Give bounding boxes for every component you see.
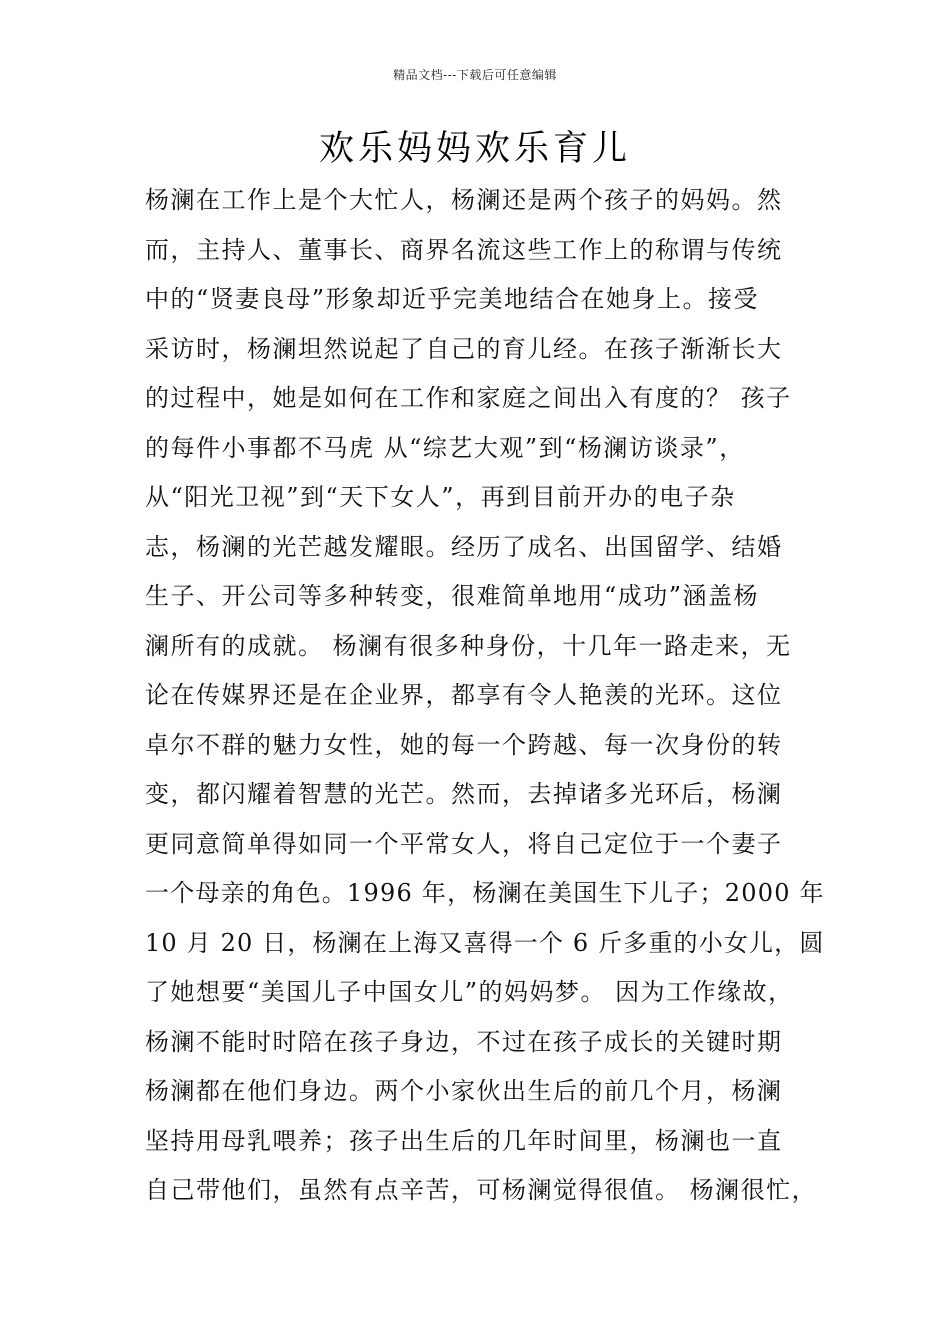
body-line: 10 月 20 日，杨澜在上海又喜得一个 6 斤多重的小女儿，圆 [145, 928, 825, 957]
document-title: 欢乐妈妈欢乐育儿 [318, 129, 631, 169]
body-line: 论在传媒界还是在企业界，都享有令人艳羡的光环。这位 [145, 681, 783, 709]
body-line: 志，杨澜的光芒越发耀眼。经历了成名、出国留学、结婚 [145, 532, 783, 561]
body-line: 而，主持人、董事长、商界名流这些工作上的称谓与传统 [145, 235, 783, 264]
body-line: 从“阳光卫视”到“天下女人”，再到目前开办的电子杂 [145, 483, 736, 511]
body-line: 自己带他们，虽然有点辛苦，可杨澜觉得很值。 杨澜很忙， [145, 1176, 818, 1204]
body-line: 澜所有的成就。 杨澜有很多种身份，十几年一路走来，无 [145, 631, 792, 660]
body-line: 的每件小事都不马虎 从“综艺大观”到“杨澜访谈录”， [145, 433, 745, 462]
document-body [145, 176, 825, 1216]
body-line: 了她想要“美国儿子中国女儿”的妈妈梦。 因为工作缘故， [145, 978, 794, 1006]
body-line: 的过程中，她是如何在工作和家庭之间出入有度的？ 孩子 [145, 384, 792, 412]
body-line: 变，都闪耀着智慧的光芒。然而，去掉诸多光环后，杨澜 [145, 780, 783, 808]
body-line: 杨澜在工作上是个大忙人，杨澜还是两个孩子的妈妈。然 [145, 186, 783, 214]
body-line: 杨澜都在他们身边。两个小家伙出生后的前几个月，杨澜 [145, 1077, 783, 1105]
body-line: 中的“贤妻良母”形象却近乎完美地结合在她身上。接受 [145, 285, 760, 313]
body-line: 杨澜不能时时陪在孩子身边，不过在孩子成长的关键时期 [145, 1027, 783, 1056]
body-line: 坚持用母乳喂养；孩子出生后的几年时间里，杨澜也一直 [145, 1126, 783, 1155]
body-line: 一个母亲的角色。1996 年，杨澜在美国生下儿子；2000 年 [145, 879, 825, 907]
body-line: 卓尔不群的魅力女性，她的每一个跨越、每一次身份的转 [145, 730, 783, 759]
body-line: 生子、开公司等多种转变，很难简单地用“成功”涵盖杨 [145, 582, 760, 610]
body-line: 采访时，杨澜坦然说起了自己的育儿经。在孩子渐渐长大 [145, 334, 783, 363]
header-note: 精品文档---下载后可任意编辑 [393, 68, 557, 82]
body-line: 更同意简单得如同一个平常女人，将自己定位于一个妻子 [145, 829, 783, 858]
